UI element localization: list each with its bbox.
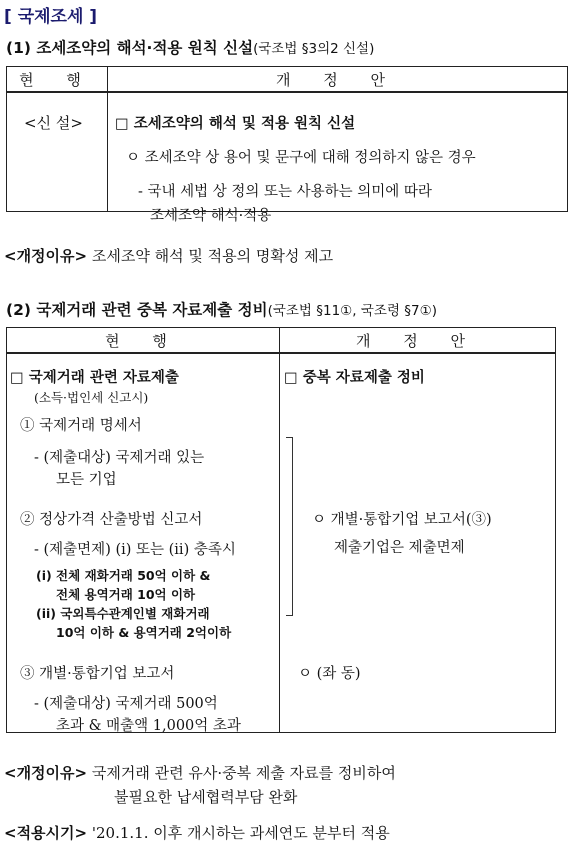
proposed-title: □ 중복 자료제출 정비 — [284, 370, 425, 386]
current-item-1-dash-cont: 모든 기업 — [56, 472, 117, 488]
reason-text-2: 불필요한 납세협력부담 완화 — [114, 788, 298, 806]
section-2-reference: (국조법 §11①, 국조령 §7①) — [267, 303, 437, 319]
section-1-heading: (1) 조세조약의 해석·적용 원칙 신설 — [6, 39, 254, 57]
current-title: □ 국제거래 관련 자료제출 — [10, 370, 179, 386]
header-proposed: 개 정 안 — [280, 328, 556, 354]
section-tag: [ 국제조세 ] — [4, 7, 98, 27]
header-proposed: 개 정 안 — [108, 67, 568, 93]
section-2-heading: (2) 국제거래 관련 중복 자료제출 정비 — [6, 301, 268, 319]
section-1-title — [6, 36, 374, 58]
proposed-dash-2: 조세조약 해석·적용 — [150, 208, 272, 224]
current-item-3-dash-cont: 초과 & 매출액 1,000억 초과 — [56, 718, 241, 734]
proposed-bullet: ㅇ 조세조약 상 용어 및 문구에 대해 정의하지 않은 경우 — [126, 150, 476, 166]
section-2-title — [6, 298, 437, 320]
current-item-2-cond-1-cont: 전체 용역거래 10억 이하 — [56, 587, 196, 602]
proposed-bullet-1-cont: 제출기업은 제출면제 — [334, 540, 465, 556]
grouping-bracket — [286, 437, 293, 616]
section-2-reason — [4, 762, 396, 783]
section-1-reason — [4, 245, 333, 266]
current-cell — [7, 92, 108, 212]
reason-label: <개정이유> — [4, 764, 88, 782]
apply-label: <적용시기> — [4, 824, 88, 842]
current-item-3: ③ 개별·통합기업 보고서 — [20, 666, 175, 682]
current-item-2-cond-2-cont: 10억 이하 & 용역거래 2억이하 — [56, 625, 232, 640]
current-item-1-dash: - (제출대상) 국제거래 있는 — [34, 450, 205, 466]
header-current: 현 행 — [7, 67, 108, 93]
proposed-bullet-1: ㅇ 개별·통합기업 보고서(③) — [312, 512, 492, 528]
apply-text: '20.1.1. 이후 개시하는 과세연도 분부터 적용 — [91, 824, 390, 842]
current-item-1: ① 국제거래 명세서 — [20, 418, 142, 434]
current-new-label: <신 설> — [24, 114, 83, 132]
proposed-dash-1: - 국내 세법 상 정의 또는 사용하는 의미에 따라 — [138, 184, 432, 200]
proposed-bullet-2: ㅇ (좌 동) — [298, 666, 361, 682]
section-2-apply — [4, 822, 390, 843]
current-item-3-dash: - (제출대상) 국제거래 500억 — [34, 696, 218, 712]
current-item-2-dash: - (제출면제) (i) 또는 (ii) 충족시 — [34, 542, 236, 558]
reason-label: <개정이유> — [4, 247, 88, 265]
proposed-title: □ 조세조약의 해석 및 적용 원칙 신설 — [115, 116, 356, 132]
current-item-2-cond-1: (i) 전체 재화거래 50억 이하 & — [36, 568, 211, 583]
current-item-2-cond-2: (ii) 국외특수관계인별 재화거래 — [36, 606, 210, 621]
current-subtitle: (소득·법인세 신고시) — [34, 390, 149, 405]
section-1-reference: (국조법 §3의2 신설) — [253, 41, 375, 57]
header-current: 현 행 — [7, 328, 280, 354]
reason-text: 조세조약 해석 및 적용의 명확성 제고 — [91, 247, 334, 265]
reason-text-1: 국제거래 관련 유사·중복 제출 자료를 정비하여 — [91, 764, 396, 782]
current-item-2: ② 정상가격 산출방법 신고서 — [20, 512, 203, 528]
